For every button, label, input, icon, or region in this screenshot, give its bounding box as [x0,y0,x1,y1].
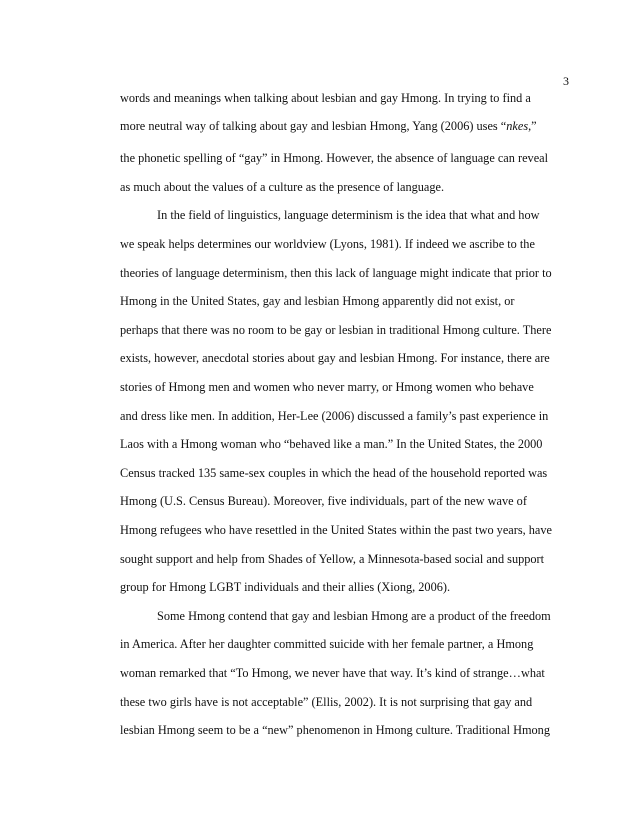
body-line: we speak helps determines our worldview (Lyons, 1981). If indeed we ascribe to the [120,237,535,251]
body-line: Hmong in the United States, gay and lesbian Hmong apparently did not exist, or [120,294,515,308]
body-line: theories of language determinism, then this lack of language might indicate that prior to [120,266,552,280]
body-line: lesbian Hmong seem to be a “new” phenomenon in Hmong culture. Traditional Hmong [120,723,550,737]
body-line: exists, however, anecdotal stories about gay and lesbian Hmong. For instance, there are [120,351,550,365]
body-line: Hmong (U.S. Census Bureau). Moreover, five individuals, part of the new wave of [120,494,527,508]
body-line: Hmong refugees who have resettled in the United States within the past two years, have [120,523,552,537]
body-line: group for Hmong LGBT individuals and their allies (Xiong, 2006). [120,580,451,594]
body-line: perhaps that there was no room to be gay or lesbian in traditional Hmong culture. There [120,323,552,337]
paragraph-first-line: Some Hmong contend that gay and lesbian Hmong are a product of the freedom [157,609,551,623]
paragraph-first-line: In the field of linguistics, language determinism is the idea that what and how [157,208,540,222]
text-run: ,” [528,119,537,133]
body-line: Census tracked 135 same-sex couples in which the head of the household reported was [120,466,548,480]
page-number: 3 [563,74,569,88]
body-line: the phonetic spelling of “gay” in Hmong. However, the absence of language can reveal [120,151,549,165]
body-line [120,119,537,133]
body-line: as much about the values of a culture as the presence of language. [120,180,445,194]
body-line: stories of Hmong men and women who never marry, or Hmong women who behave [120,380,534,394]
body-line: woman remarked that “To Hmong, we never have that way. It’s kind of strange…what [120,666,545,680]
body-line: sought support and help from Shades of Yellow, a Minnesota-based social and support [120,552,545,566]
italic-term: nkes [506,119,529,133]
text-run: more neutral way of talking about gay and lesbian Hmong, Yang (2006) uses “ [120,119,507,133]
body-line: Laos with a Hmong woman who “behaved like a man.” In the United States, the 2000 [120,437,543,451]
body-line: words and meanings when talking about lesbian and gay Hmong. In trying to find a [120,91,531,105]
body-line: and dress like men. In addition, Her-Lee (2006) discussed a family’s past experience in [120,409,549,423]
body-line: these two girls have is not acceptable” (Ellis, 2002). It is not surprising that gay and [120,695,533,709]
body-line: in America. After her daughter committed suicide with her female partner, a Hmong [120,637,534,651]
